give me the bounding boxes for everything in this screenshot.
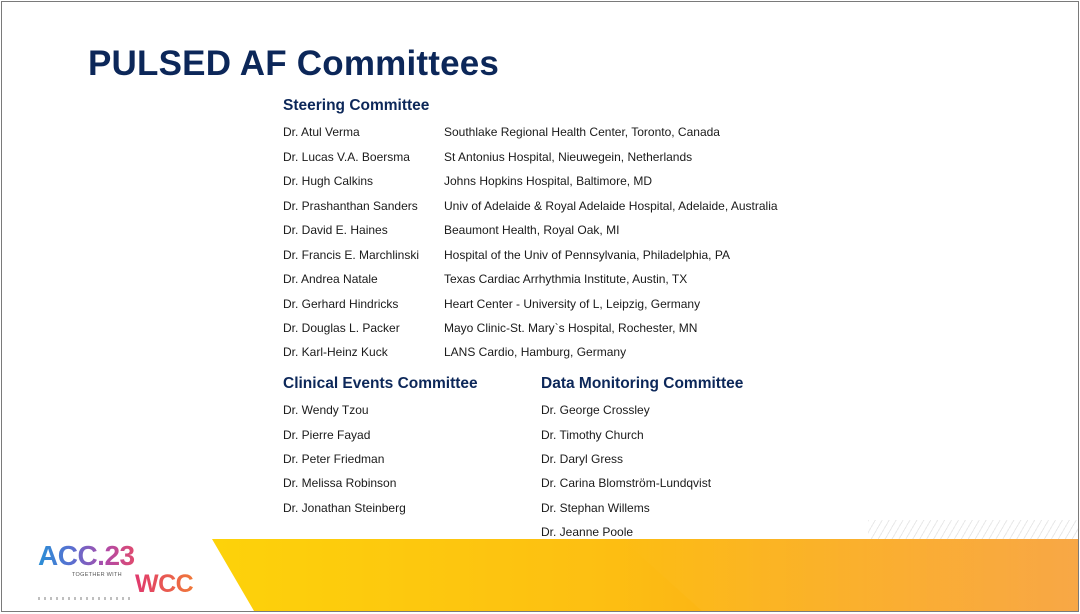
member-name: Dr. Lucas V.A. Boersma	[283, 150, 410, 164]
member-name: Dr. Karl-Heinz Kuck	[283, 345, 388, 359]
member-affiliation: Southlake Regional Health Center, Toronto, Canada	[444, 125, 720, 139]
clinical-events-member: Dr. Wendy Tzou	[283, 403, 369, 417]
acc-wcc-logo	[38, 542, 238, 612]
data-monitoring-committee-heading: Data Monitoring Committee	[541, 375, 744, 392]
member-name: Dr. Francis E. Marchlinski	[283, 248, 420, 262]
logo-dots	[38, 597, 133, 600]
member-affiliation: LANS Cardio, Hamburg, Germany	[444, 345, 627, 359]
member-name: Dr. Hugh Calkins	[283, 174, 374, 188]
member-affiliation: Hospital of the Univ of Pennsylvania, Philadelphia, PA	[444, 248, 730, 262]
member-name: Dr. Gerhard Hindricks	[283, 297, 399, 311]
slide	[1, 1, 1079, 612]
member-name: Dr. Andrea Natale	[283, 272, 378, 286]
member-affiliation: Texas Cardiac Arrhythmia Institute, Austin, TX	[444, 272, 688, 286]
slide-title: PULSED AF Committees	[88, 44, 500, 83]
clinical-events-member: Dr. Pierre Fayad	[283, 428, 371, 442]
member-name: Dr. Prashanthan Sanders	[283, 199, 418, 213]
data-monitoring-member: Dr. Timothy Church	[541, 428, 644, 442]
together-with-text: TOGETHER WITH	[72, 572, 122, 578]
member-name: Dr. Atul Verma	[283, 125, 360, 139]
member-affiliation: Heart Center - University of L, Leipzig, Germany	[444, 297, 701, 311]
wcc-logo-text: WCC	[135, 570, 194, 598]
data-monitoring-member: Dr. George Crossley	[541, 403, 650, 417]
data-monitoring-member: Dr. Daryl Gress	[541, 452, 624, 466]
data-monitoring-member: Dr. Jeanne Poole	[541, 525, 634, 539]
clinical-events-member: Dr. Peter Friedman	[283, 452, 385, 466]
member-affiliation: Johns Hopkins Hospital, Baltimore, MD	[444, 174, 653, 188]
acc-logo-text: ACC.23	[38, 540, 135, 571]
clinical-events-member: Dr. Jonathan Steinberg	[283, 501, 406, 515]
steering-committee-heading: Steering Committee	[283, 97, 430, 114]
member-name: Dr. Douglas L. Packer	[283, 321, 400, 335]
data-monitoring-member: Dr. Carina Blomström-Lundqvist	[541, 476, 712, 490]
clinical-events-committee-heading: Clinical Events Committee	[283, 375, 478, 392]
data-monitoring-member: Dr. Stephan Willems	[541, 501, 650, 515]
member-name: Dr. David E. Haines	[283, 223, 388, 237]
member-affiliation: Univ of Adelaide & Royal Adelaide Hospital, Adelaide, Australia	[444, 199, 778, 213]
member-affiliation: Beaumont Health, Royal Oak, MI	[444, 223, 620, 237]
member-affiliation: Mayo Clinic-St. Mary`s Hospital, Rochester, MN	[444, 321, 698, 335]
member-affiliation: St Antonius Hospital, Nieuwegein, Netherlands	[444, 150, 693, 164]
clinical-events-member: Dr. Melissa Robinson	[283, 476, 397, 490]
footer-banner	[2, 2, 1078, 611]
